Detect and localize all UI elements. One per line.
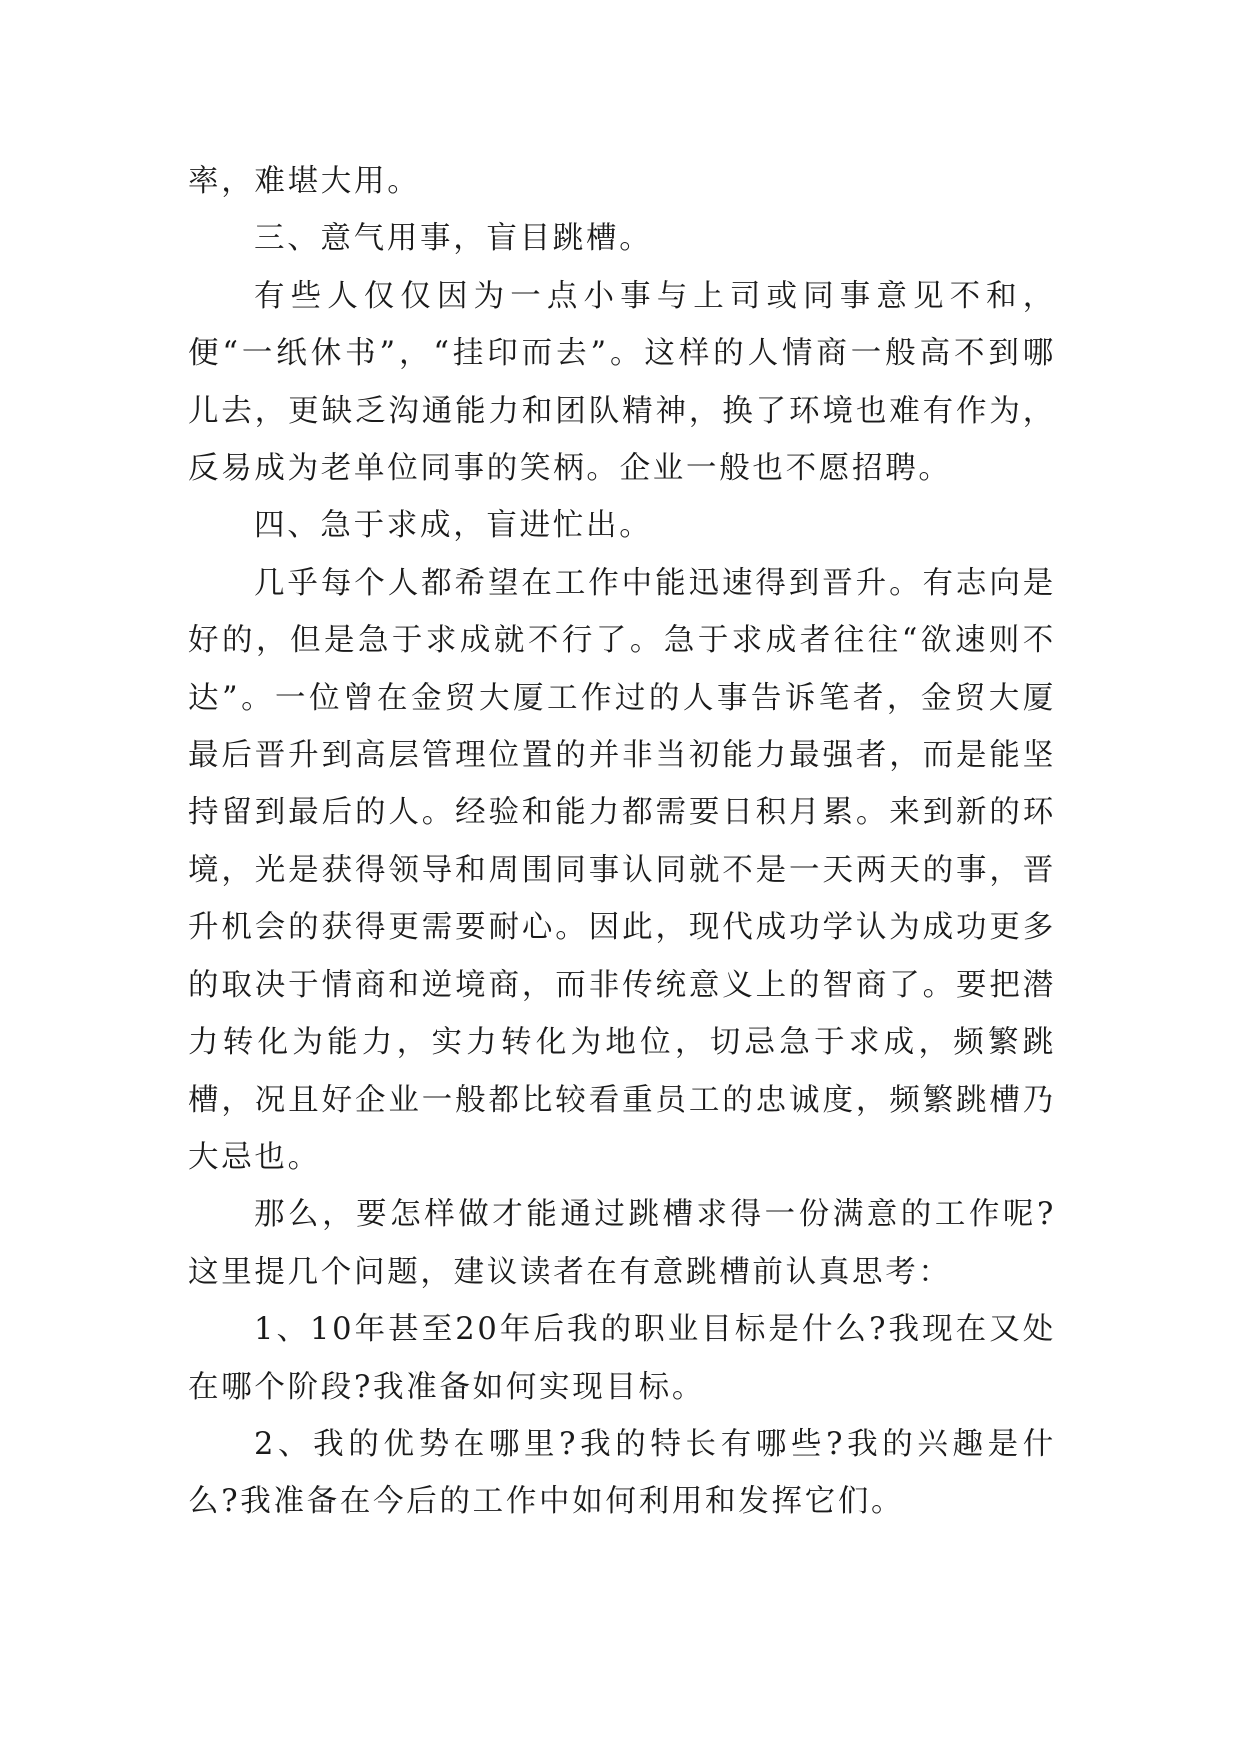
- paragraph-continuation: 率，难堪大用。: [188, 164, 421, 199]
- section-heading-four: 四、急于求成，盲进忙出。: [254, 508, 653, 544]
- paragraph-section-three: 有些人仅仅因为一点小事与上司或同事意见不和，便“一纸休书”，“挂印而去”。这样的人情商一般高不到哪儿去，更缺乏沟通能力和团队精神，换了环境也难有作为，反易成为老单位同事的笑柄。企业一般也不愿招聘。: [188, 278, 1056, 487]
- list-item-question-1: 1、10年甚至20年后我的职业目标是什么?我现在又处在哪个阶段?我准备如何实现目标。: [188, 1312, 1056, 1405]
- paragraph-section-four: 几乎每个人都希望在工作中能迅速得到晋升。有志向是好的，但是急于求成就不行了。急于求成者往往“欲速则不达”。一位曾在金贸大厦工作过的人事告诉笔者，金贸大厦最后晋升到高层管理位置的并非当初能力最强者，而是能坚持留到最后的人。经验和能力都需要日积月累。来到新的环境，光是获得领导和周围同事认同就不是一天两天的事，晋升机会的获得更需要耐心。因此，现代成功学认为成功更多的取决于情商和逆境商，而非传统意义上的智商了。要把潜力转化为能力，实力转化为地位，切忌急于求成，频繁跳槽，况且好企业一般都比较看重员工的忠诚度，频繁跳槽乃大忌也。: [188, 565, 1056, 1175]
- section-heading-three: 三、意气用事，盲目跳槽。: [254, 221, 653, 257]
- paragraph-question-intro: 那么，要怎样做才能通过跳槽求得一份满意的工作呢?这里提几个问题，建议读者在有意跳槽前认真思考：: [188, 1197, 1056, 1290]
- list-item-question-2: 2、我的优势在哪里?我的特长有哪些?我的兴趣是什么?我准备在今后的工作中如何利用和发挥它们。: [188, 1426, 1056, 1520]
- body-text: [188, 153, 1056, 1531]
